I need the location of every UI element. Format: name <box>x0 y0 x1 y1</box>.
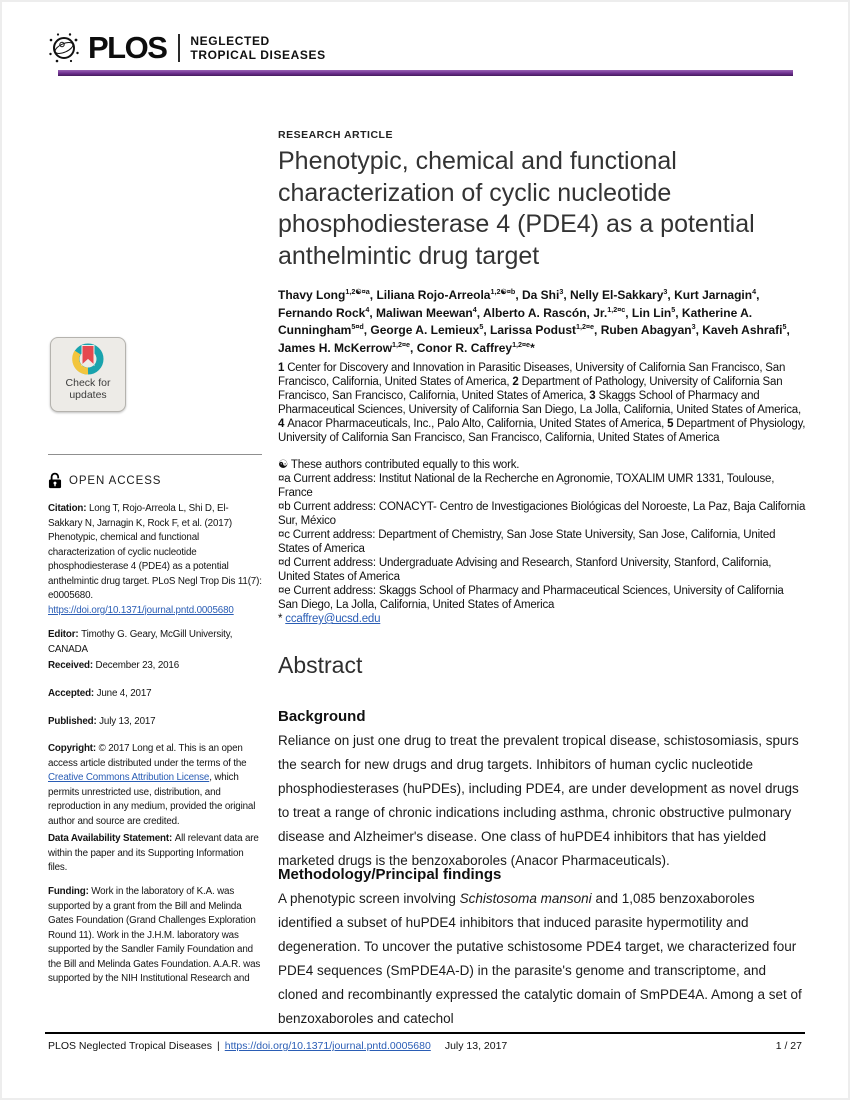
plos-globe-icon <box>46 30 82 66</box>
copyright-block: Copyright: © 2017 Long et al. This is an open access article distributed under the terms of the Creative Commons Attribution License, which permits unrestricted use, distribution, and reproduction in any medium, provided the original author and source are credited. <box>48 743 256 827</box>
journal-name-line1: NEGLECTED <box>190 34 270 48</box>
footer-separator: | <box>217 1040 220 1052</box>
editor-block: Editor: Timothy G. Geary, McGill University, CANADA <box>48 629 233 655</box>
funding-block: Funding: Work in the laboratory of K.A. was supported by a grant from the Bill and Melinda Gates Foundation (Grand Challenges Exploration Round 11). Work in the J.H.M. laboratory was supported by the Sandler Family Foundation and the Bill and Melinda Gates Foundation. A.A.R. was supported by the NIH Institutional Research and <box>48 886 261 984</box>
received-block: Received: December 23, 2016 <box>48 660 180 671</box>
plos-brand: PLOS <box>88 30 167 65</box>
journal-name-line2: TROPICAL DISEASES <box>190 48 326 62</box>
article-title: Phenotypic, chemical and functional characterization of cyclic nucleotide phosphodiesterase 4 (PDE4) as a potential anthelmintic drug target <box>278 147 755 270</box>
footer-page-number: 1 / 27 <box>775 1040 802 1052</box>
crossmark-badge[interactable] <box>50 337 126 412</box>
footer-doi-link[interactable]: https://doi.org/10.1371/journal.pntd.0005680 <box>224 1040 431 1052</box>
citation-block: Citation: Long T, Rojo-Arreola L, Shi D, El-Sakkary N, Jarnagin K, Rock F, et al. (2017) Phenotypic, chemical and functional characterization of cyclic nucleotide phosphodiesterase 4 (PDE4) as a potential anthelmintic drug target. PLoS Negl Trop Dis 11(7): e0005680. https://doi.org/10.1371/journal.pntd.0005680 <box>48 503 262 616</box>
methodology-paragraph: A phenotypic screen involving Schistosoma mansoni and 1,085 benzoxaboroles identified a subset of huPDE4 inhibitors that induced parasite hypermotility and degeneration. To uncover the putative schistosome PDE4 target, we characterized four PDE4 sequences (SmPDE4A-D) in the parasite's genome and transcriptome, and cloned and recombinantly expressed the catalytic domain of SmPDE4A. Among a set of benzoxaboroles and catechol <box>278 891 802 1026</box>
footer-journal: PLOS Neglected Tropical Diseases <box>48 1040 212 1052</box>
current-address-note-c: ¤c Current address: Department of Chemistry, San Jose State University, San Jose, California, United States of America <box>278 529 776 555</box>
logo-divider <box>178 34 180 62</box>
journal-name <box>190 34 325 62</box>
journal-logo <box>46 30 326 66</box>
abstract-heading: Abstract <box>278 652 363 678</box>
crossmark-label: Check for updates <box>65 377 111 401</box>
current-address-note-e: ¤e Current address: Skaggs School of Pharmacy and Pharmaceutical Sciences, University of California San Diego, La Jolla, California, United States of America <box>278 585 784 611</box>
published-block: Published: July 13, 2017 <box>48 716 156 727</box>
background-heading: Background <box>278 708 366 725</box>
open-access-label: OPEN ACCESS <box>69 474 162 487</box>
methodology-heading: Methodology/Principal findings <box>278 866 502 883</box>
email-link[interactable]: ccaffrey@ucsd.edu <box>285 613 381 625</box>
current-address-note-a: ¤a Current address: Institut National de la Recherche en Agronomie, TOXALIM UMR 1331, Toulouse, France <box>278 473 775 499</box>
current-address-note-b: ¤b Current address: CONACYT- Centro de Investigaciones Biológicas del Noroeste, La Paz, Baja California Sur, México <box>278 501 806 527</box>
data-availability-block: Data Availability Statement: All relevant data are within the paper and its Supporting Information files. <box>48 833 259 873</box>
open-lock-icon <box>48 472 62 489</box>
author-notes <box>278 458 806 626</box>
affiliations: 1 Center for Discovery and Innovation in Parasitic Diseases, University of California San Francisco, San Francisco, California, United States of America, 2 Department of Pathology, University of California San Francisco, San Francisco, California, United States of America, 3 Skaggs School of Pharmacy and Pharmaceutical Sciences, University of California San Diego, La Jolla, California, United States of America, 4 Anacor Pharmaceuticals, Inc., Palo Alto, California, United States of America, 5 Department of Physiology, University of California San Francisco, San Francisco, California, United States of America <box>278 362 806 444</box>
equal-contribution-note: ☯ These authors contributed equally to this work. <box>278 459 520 471</box>
accepted-block: Accepted: June 4, 2017 <box>48 688 152 699</box>
citation-doi-link[interactable]: https://doi.org/10.1371/journal.pntd.0005680 <box>48 604 234 616</box>
background-paragraph: Reliance on just one drug to treat the prevalent tropical disease, schistosomiasis, spurs the search for new drugs and drug targets. Inhibitors of human cyclic nucleotide phosphodiesterases (huPDEs), including PDE4, are under development as novel drugs to treat a range of chronic indications including asthma, chronic obstructive pulmonary disease and Alzheimer's disease. One class of huPDE4 inhibitors that has yielded marketed drugs is the benzoxaboroles (Anacor Pharmaceuticals). <box>278 733 799 868</box>
research-article-kicker: RESEARCH ARTICLE <box>278 129 393 141</box>
footer-date: July 13, 2017 <box>444 1040 508 1052</box>
corresponding-email-note: * ccaffrey@ucsd.edu <box>278 613 381 625</box>
author-list: Thavy Long$^{1,2☯¤a}$, Liliana Rojo-Arreola$^{1,2☯¤b}$, Da Shi$^3$, Nelly El-Sakkary$^3$, Kurt Jarnagin$^4$, Fernando Rock$^4$, Maliwan Meewan$^4$, Alberto A. Rascón, Jr.$^{1,2¤c}$, Lin Lin$^5$, Katherine A. Cunningham$^{5¤d}$, George A. Lemieux$^5$, Larissa Podust$^{1,2¤e}$, Ruben Abagyan$^3$, Kaveh Ashrafi$^5$, James H. McKerrow$^{1,2¤e}$, Conor R. Caffrey$^{1,2¤e}$* <box>278 287 790 355</box>
sidebar-divider <box>48 454 262 455</box>
header-rule <box>58 70 793 76</box>
current-address-note-d: ¤d Current address: Undergraduate Advising and Research, Stanford University, Stanford, California, United States of America <box>278 557 772 583</box>
crossmark-icon <box>70 341 106 377</box>
cc-license-link[interactable]: Creative Commons Attribution License <box>48 772 210 783</box>
footer-rule <box>45 1032 805 1034</box>
open-access-row <box>48 472 161 489</box>
footer <box>48 1040 802 1052</box>
